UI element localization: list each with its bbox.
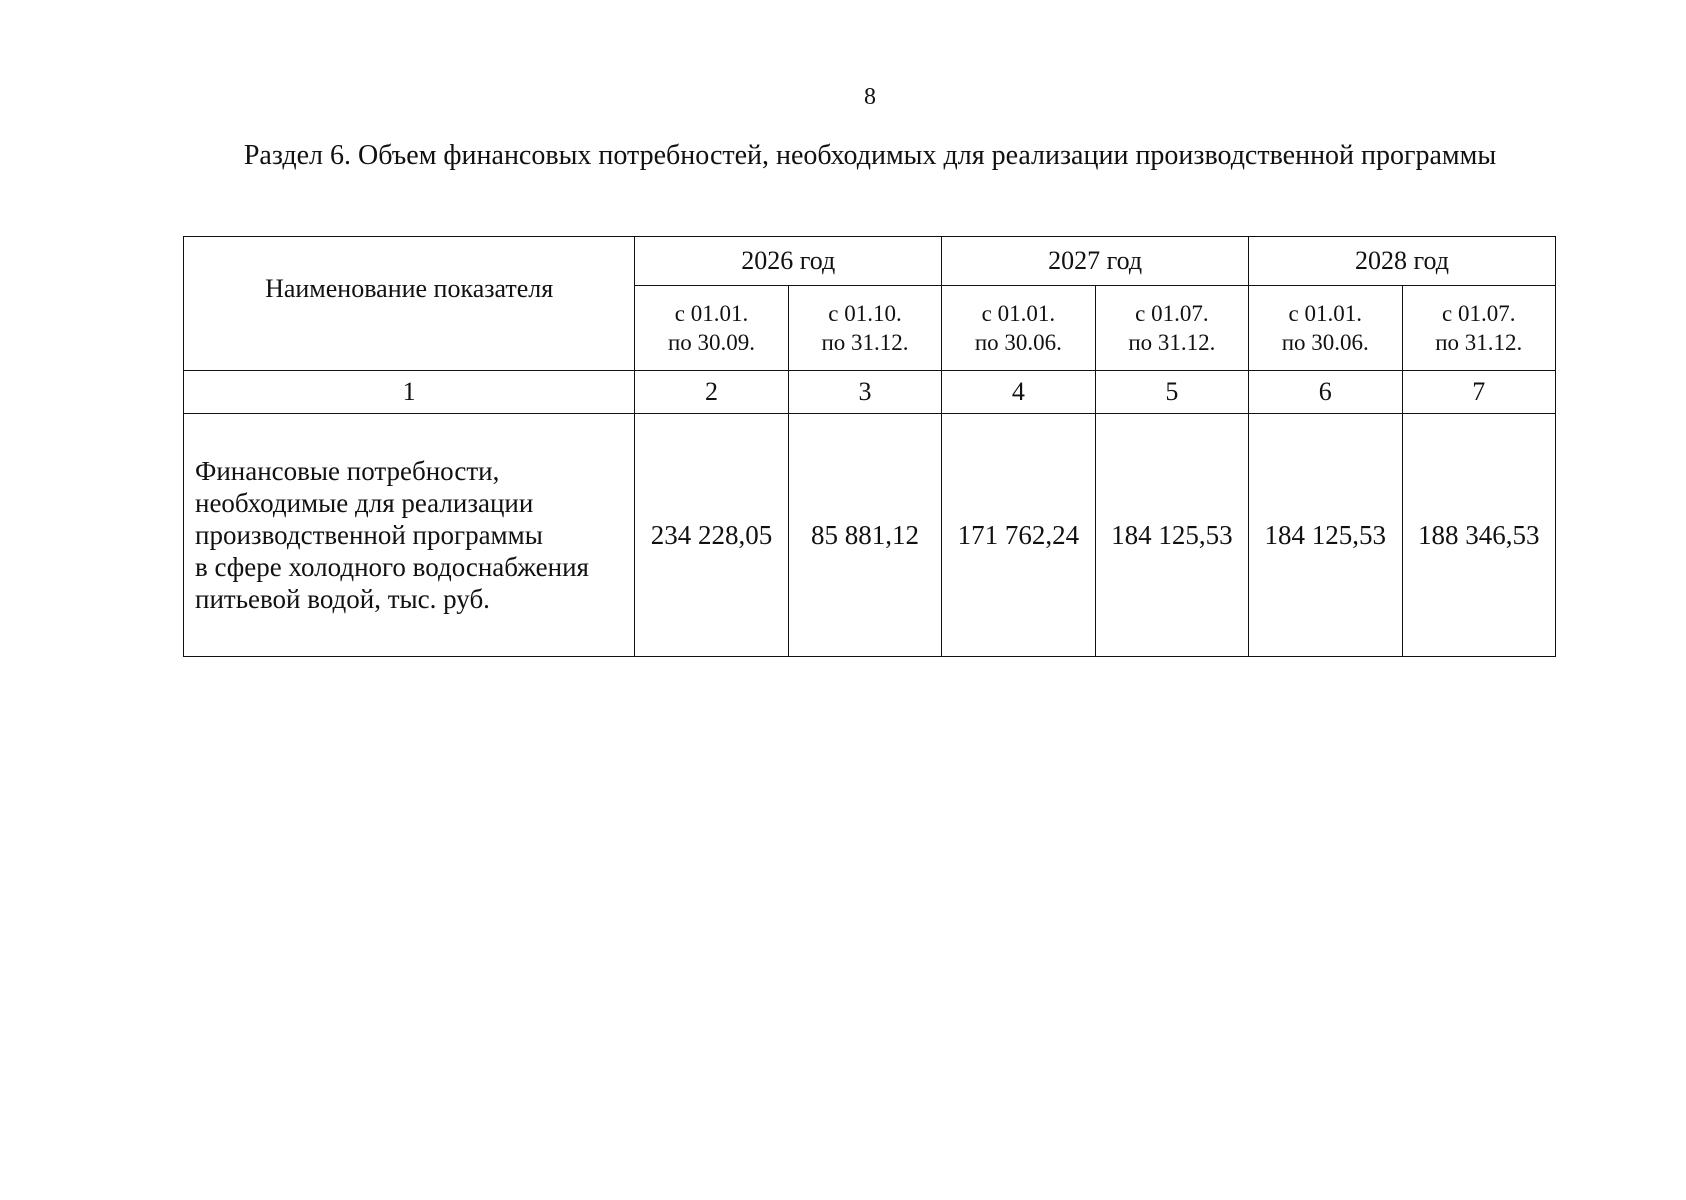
period-to: по 30.09. xyxy=(668,330,756,355)
period-from: с 01.07. xyxy=(1442,301,1516,326)
row-label xyxy=(184,414,635,657)
period-from: с 01.07. xyxy=(1135,301,1209,326)
row-label-line: производственной программы xyxy=(195,520,543,550)
value-cell: 171 762,24 xyxy=(942,414,1095,657)
period-to: по 31.12. xyxy=(1435,330,1523,355)
header-year-2027: 2027 год xyxy=(942,237,1249,286)
period-from: с 01.10. xyxy=(828,301,902,326)
financial-needs-table xyxy=(183,236,1556,657)
header-period xyxy=(1249,286,1402,371)
column-number: 1 xyxy=(184,371,635,414)
row-label-line: необходимые для реализации xyxy=(195,488,534,518)
column-number: 6 xyxy=(1249,371,1402,414)
header-period xyxy=(1402,286,1556,371)
value-cell: 184 125,53 xyxy=(1095,414,1248,657)
period-to: по 31.12. xyxy=(1128,330,1216,355)
section-title: Раздел 6. Объем финансовых потребностей, необходимых для реализации производственной программы xyxy=(243,140,1497,171)
header-period xyxy=(635,286,788,371)
table-row xyxy=(184,414,1556,657)
row-label-line: питьевой водой, тыс. руб. xyxy=(195,584,490,614)
header-period xyxy=(788,286,941,371)
column-number: 2 xyxy=(635,371,788,414)
row-label-line: в сфере холодного водоснабжения xyxy=(195,552,589,582)
value-cell: 85 881,12 xyxy=(788,414,941,657)
column-number: 4 xyxy=(942,371,1095,414)
header-period xyxy=(942,286,1095,371)
value-cell: 188 346,53 xyxy=(1402,414,1556,657)
column-number: 7 xyxy=(1402,371,1556,414)
value-cell: 184 125,53 xyxy=(1249,414,1402,657)
header-year-2028: 2028 год xyxy=(1249,237,1556,286)
period-from: с 01.01. xyxy=(1288,301,1363,326)
header-year-2026: 2026 год xyxy=(635,237,942,286)
column-numbers-row xyxy=(184,371,1556,414)
period-from: с 01.01. xyxy=(981,301,1056,326)
period-to: по 31.12. xyxy=(821,330,909,355)
period-to: по 30.06. xyxy=(974,330,1062,355)
period-from: с 01.01. xyxy=(674,301,749,326)
header-period xyxy=(1095,286,1248,371)
page-number: 8 xyxy=(864,84,876,110)
column-number: 3 xyxy=(788,371,941,414)
value-cell: 234 228,05 xyxy=(635,414,788,657)
row-label-line: Финансовые потребности, xyxy=(195,456,500,486)
period-to: по 30.06. xyxy=(1281,330,1369,355)
header-indicator-name: Наименование показателя xyxy=(184,237,635,371)
column-number: 5 xyxy=(1095,371,1248,414)
